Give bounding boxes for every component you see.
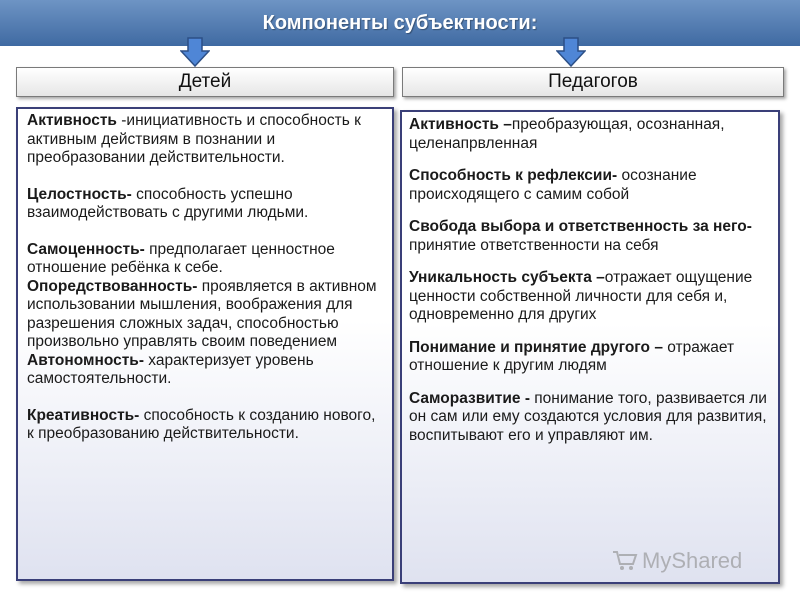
watermark bbox=[612, 548, 742, 574]
page-title: Компоненты субъектности: bbox=[262, 11, 538, 34]
down-arrow-icon-right bbox=[556, 37, 586, 67]
list-item: Самоценность- предполагает ценностное отношение ребёнка к себе. bbox=[27, 240, 335, 276]
list-item: Активность –преобразующая, осознанная, целенапрвленная bbox=[409, 116, 725, 152]
teachers-components-panel bbox=[400, 110, 780, 584]
cart-icon bbox=[612, 550, 638, 572]
list-item: Свобода выбора и ответственность за него- принятие ответственности на себя bbox=[409, 218, 752, 254]
list-item: Саморазвитие - понимание того, развивается ли он сам или ему создаются условия для развития, воспитывают его и управляют им. bbox=[409, 389, 767, 444]
list-item: Активность -инициативность и способность к активным действиям в познании и преобразовании действительности. bbox=[27, 112, 361, 166]
watermark-text: MyShared bbox=[642, 548, 743, 573]
list-item: Понимание и принятие другого – отражает отношение к другим людям bbox=[409, 338, 735, 374]
list-item: Способность к рефлексии- осознание происходящего с самим собой bbox=[409, 167, 697, 203]
title-banner bbox=[0, 0, 800, 46]
list-item: Автономность- характеризует уровень самостоятельности. bbox=[27, 351, 314, 387]
list-item: Целостность- способность успешно взаимодействовать с другими людьми. bbox=[27, 185, 309, 221]
column-header-teachers: Педагогов bbox=[402, 67, 784, 97]
list-item: Опоредствованность- проявляется в активном использовании мышления, воображения для разрешения сложных задач, способностью произвольно управлять своим поведением bbox=[27, 277, 377, 350]
list-item: Уникальность субъекта –отражает ощущение ценности собственной личности для себя и, одновременно для других bbox=[409, 269, 753, 323]
column-header-children: Детей bbox=[16, 67, 394, 97]
down-arrow-icon-left bbox=[180, 37, 210, 67]
children-components-panel bbox=[16, 107, 394, 581]
list-item: Креативность- способность к созданию нового, к преобразованию действительности. bbox=[27, 406, 376, 442]
